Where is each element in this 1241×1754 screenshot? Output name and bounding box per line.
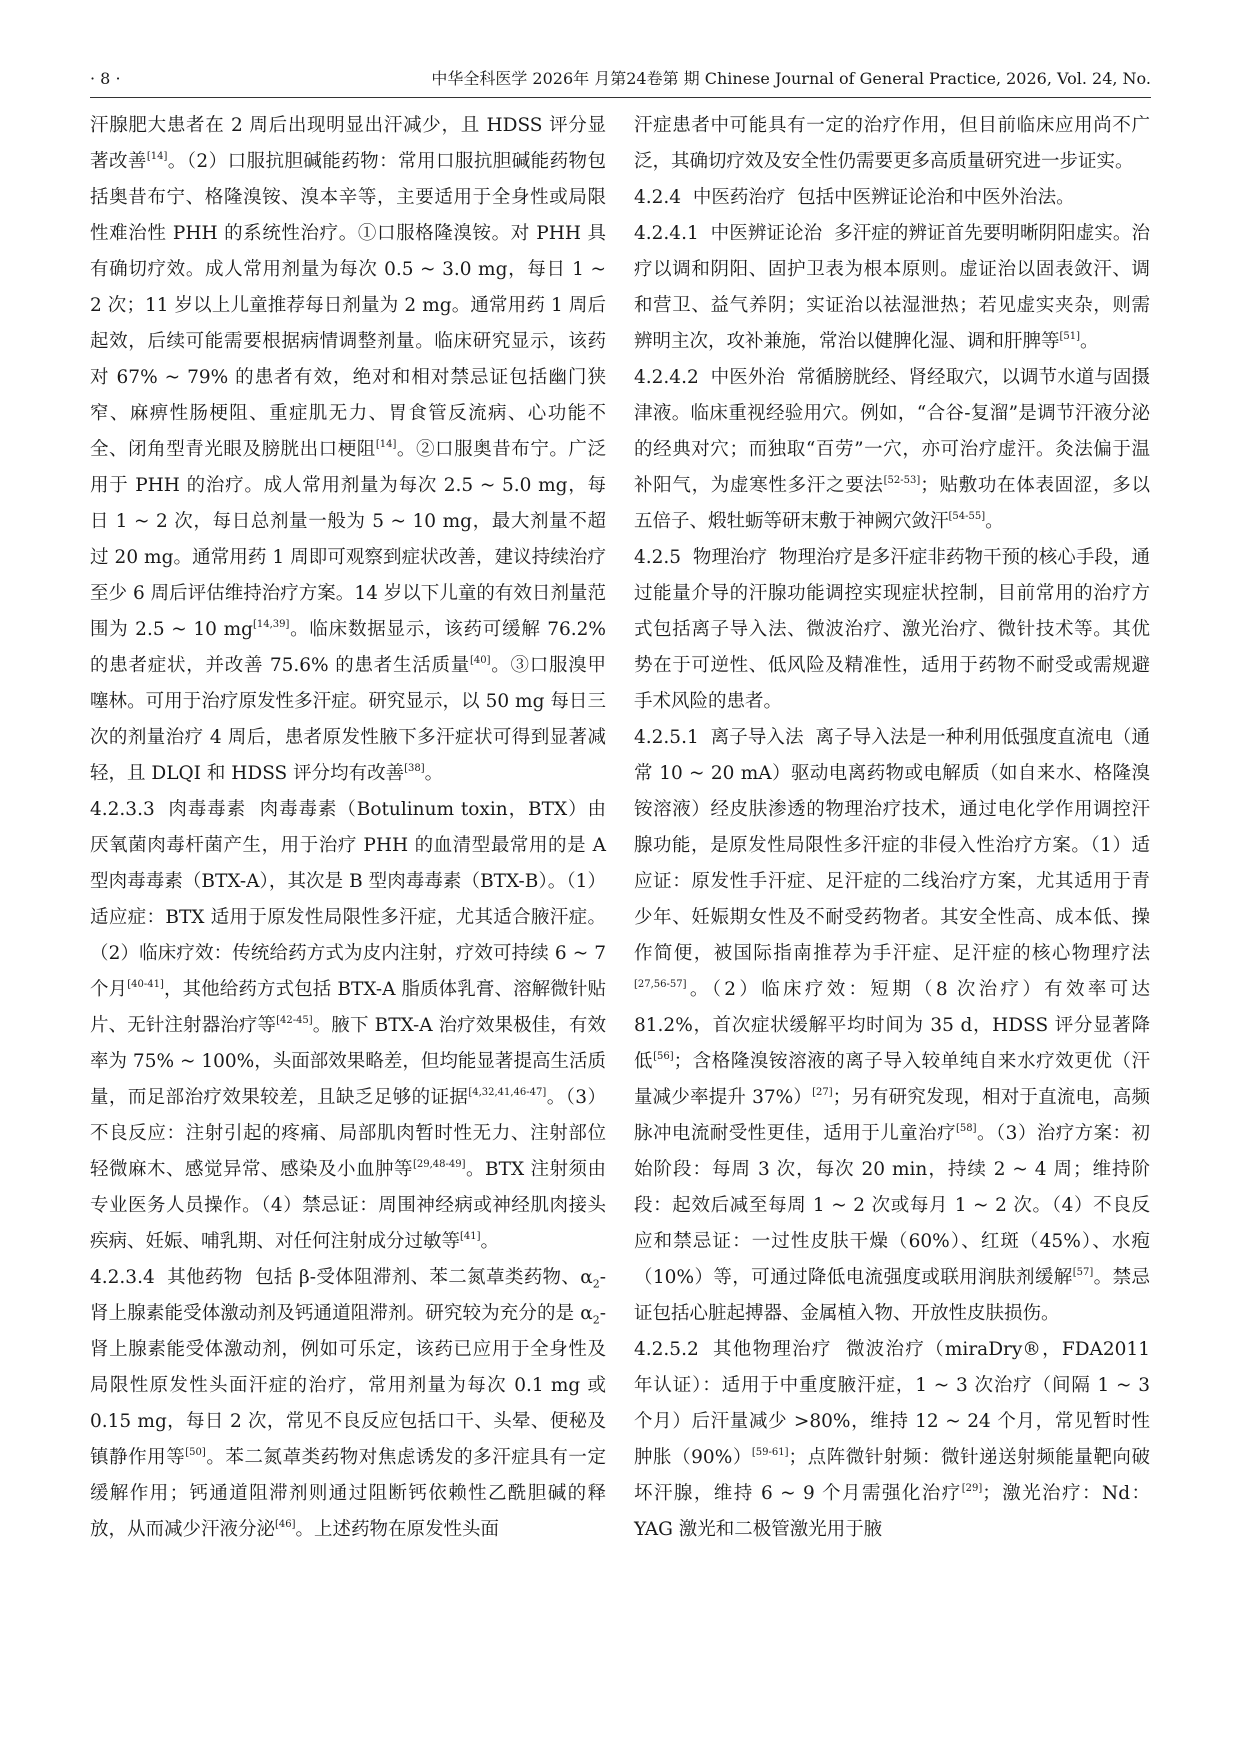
citation: [14,39]	[252, 619, 290, 630]
citation: [27]	[812, 1087, 833, 1098]
citation: [41]	[460, 1231, 481, 1242]
citation: [29]	[961, 1483, 983, 1494]
citation: [59-61]	[751, 1447, 789, 1458]
citation: [4,32,41,46-47]	[468, 1087, 547, 1098]
citation: [54-55]	[948, 511, 986, 522]
section-heading: 4.2.5.2 其他物理治疗	[634, 1339, 846, 1360]
citation: [57]	[1072, 1267, 1094, 1278]
journal-citation-line: 中华全科医学 2026年 月第24卷第 期 Chinese Journal of General Practice, 2026, Vol. 24, No.	[431, 69, 1151, 88]
citation: [40]	[469, 655, 491, 666]
paragraph-physical-therapy: 4.2.5 物理治疗 物理治疗是多汗症非药物干预的核心手段，通过能量介导的汗腺功能调控实现症状控制，目前常用的治疗方式包括离子导入法、微波治疗、激光治疗、微针技术等。其优势在于可逆性、低风险及精准性，适用于药物不耐受或需规避手术风险的患者。	[634, 547, 1150, 712]
paragraph-anticholinergics: 汗腺肥大患者在 2 周后出现明显出汗减少，且 HDSS 评分显著改善[14]。（2）口服抗胆碱能药物：常用口服抗胆碱能药物包括奥昔布宁、格隆溴铵、溴本辛等，主要适用于全身性或局限性难治性 PHH 的系统性治疗。①口服格隆溴铵。对 PHH 具有确切疗效。成人常用剂量为每次 0.5 ~ 3.0 mg，每日 1 ~ 2 次；11 岁以上儿童推荐每日剂量为 2 mg。通常用药 1 周后起效，后续可能需要根据病情调整剂量。临床研究显示，该药对 67% ~ 79% 的患者有效，绝对和相对禁忌证包括幽门狭窄、麻痹性肠梗阻、重症肌无力、胃食管反流病、心功能不全、闭角型青光眼及膀胱出口梗阻[14]。②口服奥昔布宁。广泛用于 PHH 的治疗。成人常用剂量为每次 2.5 ~ 5.0 mg，每日 1 ~ 2 次，每日总剂量一般为 5 ~ 10 mg，最大剂量不超过 20 mg。通常用药 1 周即可观察到症状改善，建议持续治疗至少 6 周后评估维持治疗方案。14 岁以下儿童的有效日剂量范围为 2.5 ~ 10 mg[14,39]。临床数据显示，该药可缓解 76.2% 的患者症状，并改善 75.6% 的患者生活质量[40]。③口服溴甲噻林。可用于治疗原发性多汗症。研究显示，以 50 mg 每日三次的剂量治疗 4 周后，患者原发性腋下多汗症状可得到显著减轻，且 DLQI 和 HDSS 评分均有改善[38]。	[90, 115, 606, 784]
citation: [42-45]	[276, 1015, 313, 1026]
section-heading: 4.2.5 物理治疗	[634, 547, 780, 568]
paragraph-tcm-external: 4.2.4.2 中医外治 常循膀胱经、肾经取穴，以调节水道与固摄津液。临床重视经验用穴。例如，“合谷-复溜”是调节汗液分泌的经典对穴；而独取“百劳”一穴，亦可治疗虚汗。灸法偏于温补阳气，为虚寒性多汗之要法[52-53]；贴敷功在体表固涩，多以五倍子、煅牡蛎等研末敷于神阙穴敛汗[54-55]。	[634, 367, 1150, 532]
citation: [38]	[404, 763, 425, 774]
right-column	[634, 108, 1150, 1548]
section-heading: 4.2.4.1 中医辨证论治	[634, 223, 835, 244]
citation: [46]	[275, 1519, 296, 1530]
running-header	[90, 62, 1151, 96]
paragraph-botulinum-toxin: 4.2.3.3 肉毒毒素 肉毒毒素（Botulinum toxin，BTX）由厌氧菌肉毒杆菌产生，用于治疗 PHH 的血清型最常用的是 A 型肉毒毒素（BTX-A），其次是 B 型肉毒毒素（BTX-B）。（1）适应症：BTX 适用于原发性局限性多汗症，尤其适合腋汗症。（2）临床疗效：传统给药方式为皮内注射，疗效可持续 6 ~ 7 个月[40-41]，其他给药方式包括 BTX-A 脂质体乳膏、溶解微针贴片、无针注射器治疗等[42-45]。腋下 BTX-A 治疗效果极佳，有效率为 75% ~ 100%，头面部效果略差，但均能显著提高生活质量，而足部治疗效果较差，且缺乏足够的证据[4,32,41,46-47]。（3）不良反应：注射引起的疼痛、局部肌肉暂时性无力、注射部位轻微麻木、感觉异常、感染及小血肿等[29,48-49]。BTX 注射须由专业医务人员操作。（4）禁忌证：周围神经病或神经肌肉接头疾病、妊娠、哺乳期、对任何注射成分过敏等[41]。	[90, 799, 606, 1252]
page-number: · 8 ·	[90, 69, 121, 88]
citation: [52-53]	[883, 475, 921, 486]
section-heading: 4.2.3.3 肉毒毒素	[90, 799, 260, 820]
section-heading: 4.2.5.1 离子导入法	[634, 727, 816, 748]
paragraph-other-drugs: 4.2.3.4 其他药物 包括 β-受体阻滞剂、苯二氮䓬类药物、$\alpha_2-$肾上腺素能受体激动剂及钙通道阻滞剂。研究较为充分的是 $\alpha_2-$肾上腺素能受体激动剂，例如可乐定，该药已应用于全身性及局限性原发性头面汗症的治疗，常用剂量为每次 0.1 mg 或 0.15 mg，每日 2 次，常见不良反应包括口干、头晕、便秘及镇静作用等[50]。苯二氮䓬类药物对焦虑诱发的多汗症具有一定缓解作用；钙通道阻滞剂则通过阻断钙依赖性乙酰胆碱的释放，从而减少汗液分泌[46]。上述药物在原发性头面	[90, 1267, 607, 1540]
paragraph-other-physical: 4.2.5.2 其他物理治疗 微波治疗（miraDry®，FDA2011 年认证）：适用于中重度腋汗症，1 ~ 3 次治疗（间隔 1 ~ 3 个月）后汗量减少 >80%，维持 12 ~ 24 个月，常见暂时性肿胀（90%）[59-61]；点阵微针射频：微针递送射频能量靶向破坏汗腺，维持 6 ~ 9 个月需强化治疗[29]；激光治疗：Nd：YAG 激光和二极管激光用于腋	[634, 1339, 1150, 1540]
section-heading: 4.2.4 中医药治疗	[634, 187, 798, 208]
paragraph-tcm: 4.2.4 中医药治疗 包括中医辨证论治和中医外治法。	[634, 187, 1075, 208]
citation: [50]	[185, 1447, 206, 1458]
section-heading: 4.2.3.4 其他药物	[90, 1267, 256, 1288]
paragraph-continuation: 汗症患者中可能具有一定的治疗作用，但目前临床应用尚不广泛，其确切疗效及安全性仍需要更多高质量研究进一步证实。	[634, 115, 1150, 172]
paragraph-iontophoresis: 4.2.5.1 离子导入法 离子导入法是一种利用低强度直流电（通常 10 ~ 20 mA）驱动电离药物或电解质（如自来水、格隆溴铵溶液）经皮肤渗透的物理治疗技术，通过电化学作用调控汗腺功能，是原发性局限性多汗症的非侵入性治疗方案。（1）适应证：原发性手汗症、足汗症的二线治疗方案，尤其适用于青少年、妊娠期女性及不耐受药物者。其安全性高、成本低、操作简便，被国际指南推荐为手汗症、足汗症的核心物理疗法[27,56-57]。（2）临床疗效：短期（8 次治疗）有效率可达 81.2%，首次症状缓解平均时间为 35 d，HDSS 评分显著降低[56]；含格隆溴铵溶液的离子导入较单纯自来水疗效更优（汗量减少率提升 37%）[27]；另有研究发现，相对于直流电，高频脉冲电流耐受性更佳，适用于儿童治疗[58]。（3）治疗方案：初始阶段：每周 3 次，每次 20 min，持续 2 ~ 4 周；维持阶段：起效后减至每周 1 ~ 2 次或每月 1 ~ 2 次。（4）不良反应和禁忌证：一过性皮肤干燥（60%）、红斑（45%）、水疱（10%）等，可通过降低电流强度或联用润肤剂缓解[57]。禁忌证包括心脏起搏器、金属植入物、开放性皮肤损伤。	[634, 727, 1150, 1324]
citation: [40-41]	[127, 979, 164, 990]
left-column	[90, 108, 606, 1548]
citation: [27,56-57]	[634, 979, 687, 990]
citation: [58]	[956, 1123, 977, 1134]
header-rule	[90, 97, 1151, 98]
paragraph-tcm-syndrome: 4.2.4.1 中医辨证论治 多汗症的辨证首先要明晰阴阳虚实。治疗以调和阴阳、固护卫表为根本原则。虚证治以固表敛汗、调和营卫、益气养阴；实证治以祛湿泄热；若见虚实夹杂，则需辨明主次，攻补兼施，常治以健脾化湿、调和肝脾等[51]。	[634, 223, 1150, 352]
citation: [56]	[653, 1051, 674, 1062]
citation: [14]	[146, 151, 168, 162]
citation: [51]	[1059, 331, 1081, 342]
section-heading: 4.2.4.2 中医外治	[634, 367, 797, 388]
citation: [14]	[375, 439, 397, 450]
citation: [29,48-49]	[412, 1159, 466, 1170]
